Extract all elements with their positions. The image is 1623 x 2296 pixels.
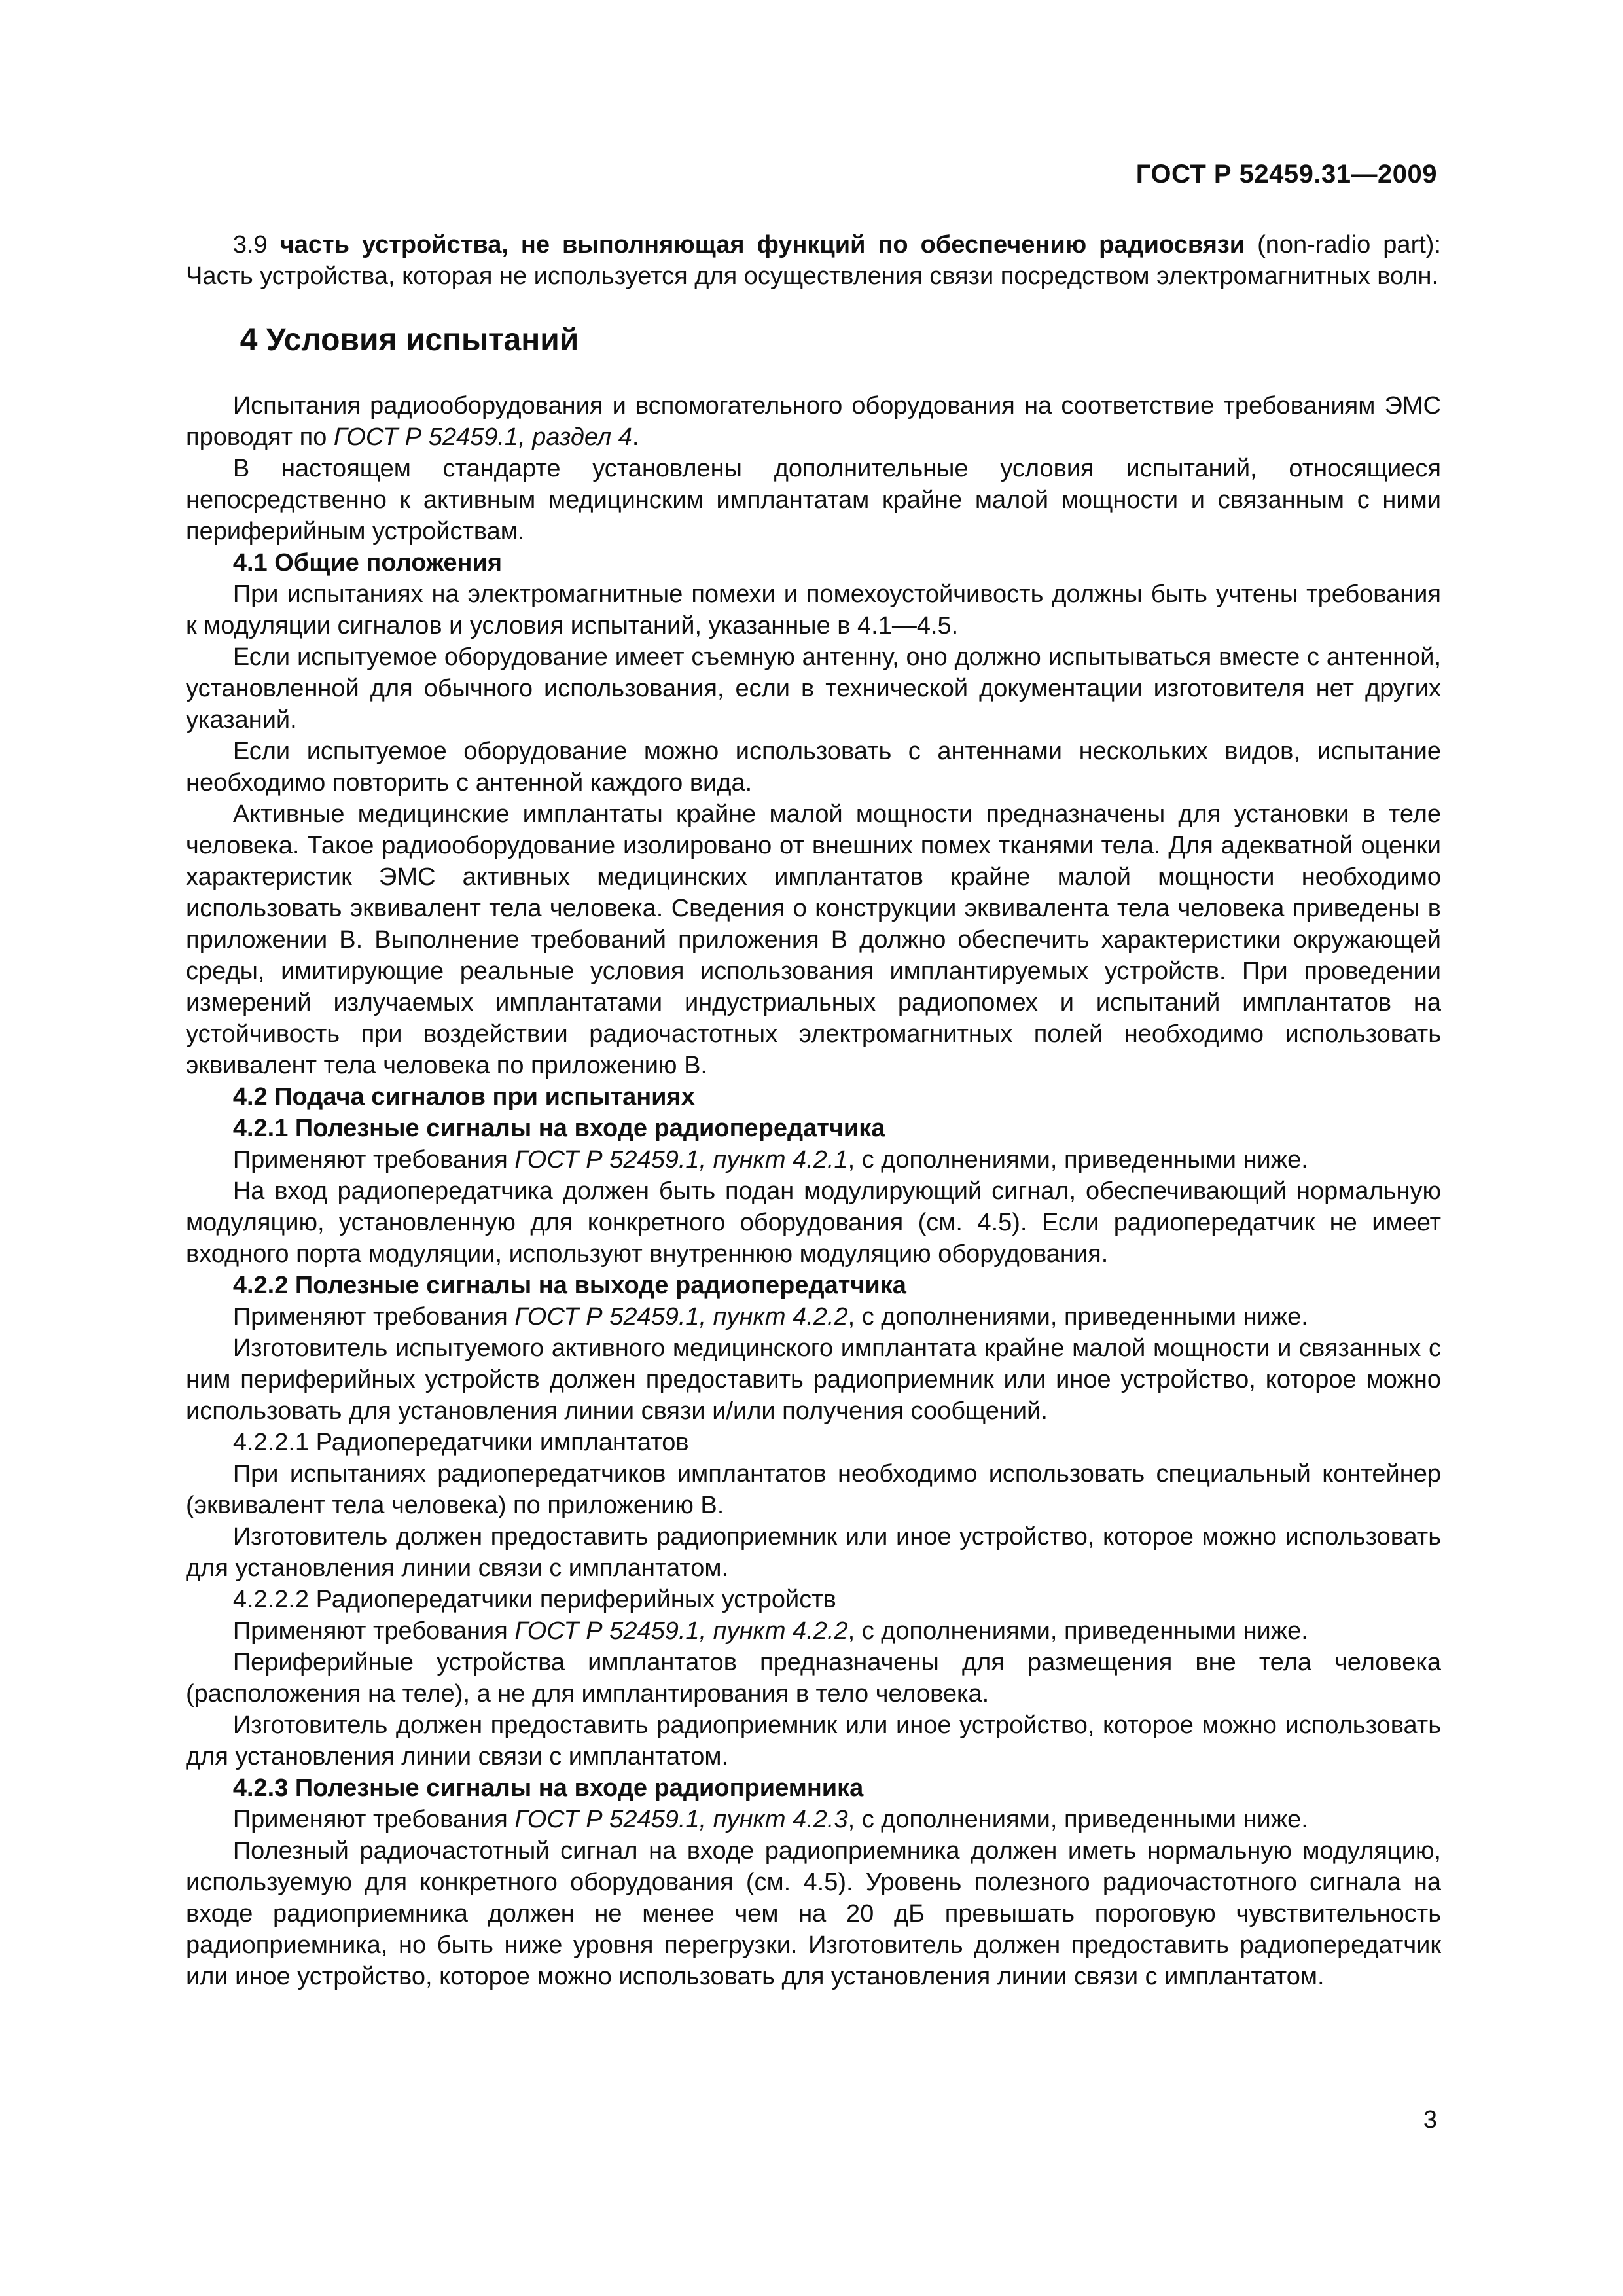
document-code-header: ГОСТ Р 52459.31—2009 — [1135, 160, 1437, 188]
section-4-intro-1 — [186, 390, 1441, 453]
intro-1-reference: ГОСТ Р 52459.1, раздел 4 — [333, 423, 632, 451]
subsection-4-2-2-para-2: Изготовитель испытуемого активного медицинского имплантата крайне малой мощности и связанных с ним периферийных устройств должен предоставить радиоприемник или иное устройство, которое можно использовать для установления линии связи и/или получения сообщений. — [186, 1335, 1441, 1425]
para-reference: ГОСТ Р 52459.1, пункт 4.2.2 — [514, 1617, 848, 1645]
section-4-heading: 4 Условия испытаний — [240, 323, 579, 357]
para-text: Применяют требования — [232, 1806, 515, 1833]
subsection-4-2-3-para-1 — [186, 1804, 1441, 1835]
subsection-4-2-2-2-heading: 4.2.2.2 Радиопередатчики периферийных устройств — [232, 1586, 836, 1613]
term-3-9 — [186, 229, 1441, 292]
para-text-end: , с дополнениями, приведенными ниже. — [847, 1146, 1308, 1174]
term-definition: (non-radio part): Часть устройства, которая не используется для осуществления связи посредством электромагнитных волн. — [186, 231, 1441, 290]
para-text-end: , с дополнениями, приведенными ниже. — [847, 1303, 1308, 1331]
subsection-4-2-1-para-2: На вход радиопередатчика должен быть подан модулирующий сигнал, обеспечивающий нормальную модуляцию, установленную для конкретного оборудования (см. 4.5). Если радиопередатчик не имеет входного порта модуляции, используют внутреннюю модуляцию оборудования. — [186, 1177, 1441, 1268]
page-number: 3 — [1423, 2106, 1437, 2134]
para-text: Применяют требования — [232, 1617, 515, 1645]
subsection-4-2-1-para-1 — [186, 1144, 1441, 1175]
para-reference: ГОСТ Р 52459.1, пункт 4.2.3 — [514, 1806, 848, 1833]
subsection-4-1-para-2: Если испытуемое оборудование имеет съемную антенну, оно должно испытываться вместе с антенной, установленной для обычного использования, если в технической документации изготовителя нет других указаний. — [186, 643, 1441, 734]
intro-1-text: Испытания радиооборудования и вспомогательного оборудования на соответствие требованиям ЭМС проводят по — [186, 392, 1441, 451]
para-text-end: , с дополнениями, приведенными ниже. — [847, 1806, 1308, 1833]
subsection-4-2-1-heading: 4.2.1 Полезные сигналы на входе радиопередатчика — [232, 1115, 885, 1142]
para-text: Применяют требования — [232, 1303, 515, 1331]
subsection-4-1-heading: 4.1 Общие положения — [232, 549, 502, 577]
term-title: часть устройства, не выполняющая функций по обеспечению радиосвязи — [279, 231, 1245, 259]
subsection-4-2-2-1-para-2: Изготовитель должен предоставить радиоприемник или иное устройство, которое можно использовать для установления линии связи с имплантатом. — [186, 1523, 1441, 1582]
subsection-4-1-para-4: Активные медицинские имплантаты крайне малой мощности предназначены для установки в теле человека. Такое радиооборудование изолировано от внешних помех тканями тела. Для адекватной оценки характеристик ЭМС активных медицинских имплантатов крайне малой мощности необходимо использовать эквивалент тела человека. Сведения о конструкции эквивалента тела человека приведены в приложении В. Выполнение требований приложения В должно обеспечить характеристики окружающей среды, имитирующие реальные условия использования имплантируемых устройств. При проведении измерений излучаемых имплантатами индустриальных радиопомех и испытаний имплантатов на устойчивость при воздействии радиочастотных электромагнитных полей необходимо использовать эквивалент тела человека по приложению В. — [186, 800, 1441, 1079]
para-text-end: , с дополнениями, приведенными ниже. — [847, 1617, 1308, 1645]
subsection-4-2-heading: 4.2 Подача сигналов при испытаниях — [232, 1083, 695, 1111]
term-number: 3.9 — [232, 231, 268, 259]
section-4-intro-2: В настоящем стандарте установлены дополнительные условия испытаний, относящиеся непосредственно к активным медицинским имплантатам крайне малой мощности и связанным с ними периферийным устройствам. — [186, 455, 1441, 545]
subsection-4-2-3-heading: 4.2.3 Полезные сигналы на входе радиоприемника — [232, 1774, 864, 1802]
subsection-4-1-para-3: Если испытуемое оборудование можно использовать с антеннами нескольких видов, испытание необходимо повторить с антенной каждого вида. — [186, 738, 1441, 797]
subsection-4-2-2-2-para-1 — [186, 1615, 1441, 1647]
subsection-4-2-2-1-para-1: При испытаниях радиопередатчиков имплантатов необходимо использовать специальный контейнер (эквивалент тела человека) по приложению В. — [186, 1460, 1441, 1519]
para-reference: ГОСТ Р 52459.1, пункт 4.2.2 — [514, 1303, 848, 1331]
document-body — [186, 229, 1441, 1992]
subsection-4-2-2-2-para-2: Периферийные устройства имплантатов предназначены для размещения вне тела человека (расположения на теле), а не для имплантирования в тело человека. — [186, 1649, 1441, 1708]
subsection-4-2-2-2-para-3: Изготовитель должен предоставить радиоприемник или иное устройство, которое можно использовать для установления линии связи с имплантатом. — [186, 1712, 1441, 1770]
para-text: Применяют требования — [232, 1146, 515, 1174]
intro-1-end: . — [632, 423, 639, 451]
subsection-4-2-2-heading: 4.2.2 Полезные сигналы на выходе радиопередатчика — [232, 1272, 906, 1299]
subsection-4-1-para-1: При испытаниях на электромагнитные помехи и помехоустойчивость должны быть учтены требования к модуляции сигналов и условия испытаний, указанные в 4.1—4.5. — [186, 581, 1441, 639]
para-reference: ГОСТ Р 52459.1, пункт 4.2.1 — [514, 1146, 848, 1174]
subsection-4-2-3-para-2: Полезный радиочастотный сигнал на входе радиоприемника должен иметь нормальную модуляцию, используемую для конкретного оборудования (см. 4.5). Уровень полезного радиочастотного сигнала на входе радиоприемника должен не менее чем на 20 дБ превышать пороговую чувствительность радиоприемника, но быть ниже уровня перегрузки. Изготовитель должен предоставить радиопередатчик или иное устройство, которое можно использовать для установления линии связи с имплантатом. — [186, 1837, 1441, 1990]
subsection-4-2-2-para-1 — [186, 1301, 1441, 1333]
subsection-4-2-2-1-heading: 4.2.2.1 Радиопередатчики имплантатов — [232, 1429, 689, 1456]
